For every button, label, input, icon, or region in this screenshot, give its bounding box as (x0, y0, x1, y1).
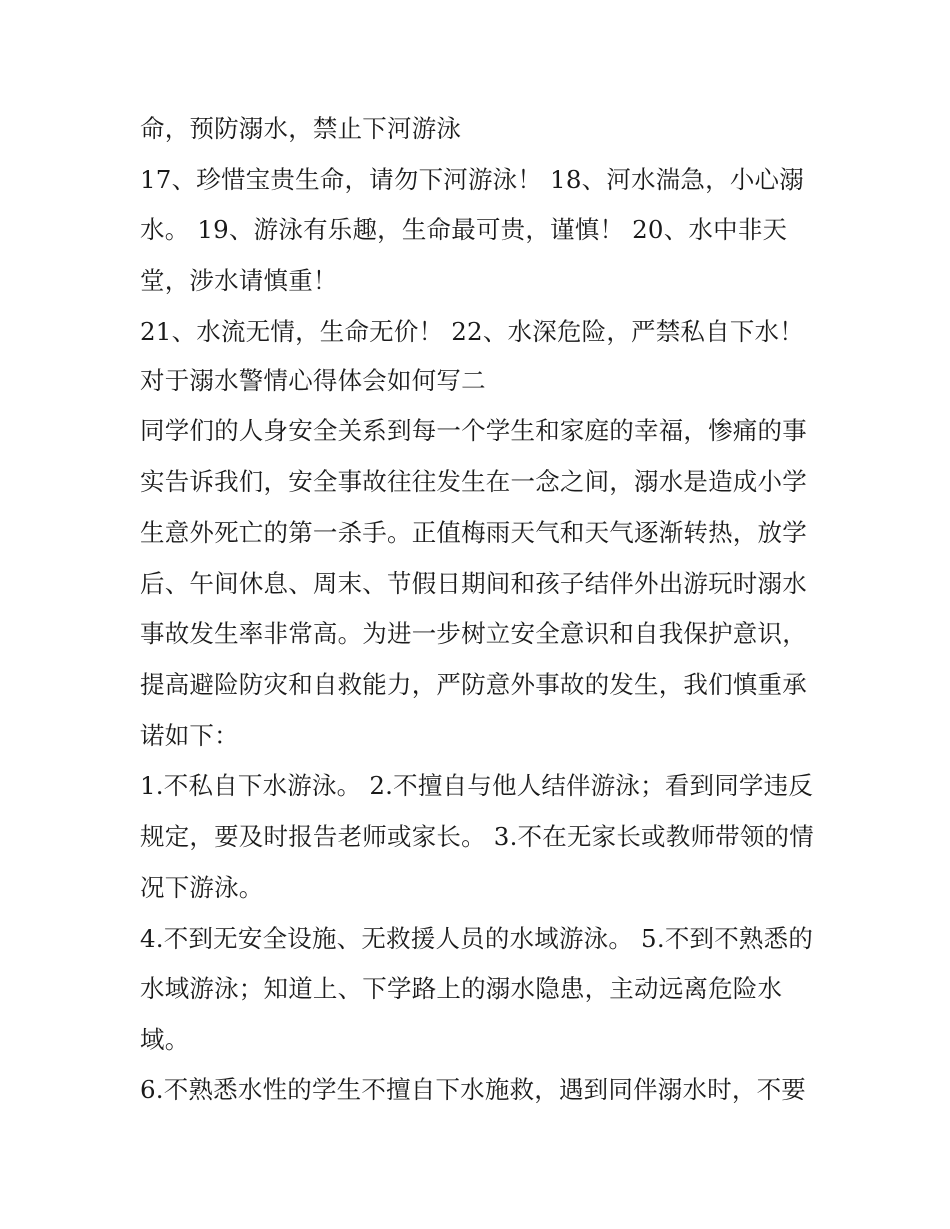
text-line: 诺如下： (140, 721, 239, 750)
text-line: 同学们的人身安全关系到每一个学生和家庭的幸福，惨痛的事 (140, 416, 807, 445)
text-line: 4.不到无安全设施、无救援人员的水域游泳。 5.不到不熟悉的 (140, 924, 814, 953)
text-line: 生意外死亡的第一杀手。正值梅雨天气和天气逐渐转热，放学 (140, 518, 807, 547)
text-line: 后、午间休息、周末、节假日期间和孩子结伴外出游玩时溺水 (140, 569, 807, 598)
text-line: 1.不私自下水游泳。 2.不擅自与他人结伴游泳；看到同学违反 (140, 771, 814, 800)
text-line: 水域游泳；知道上、下学路上的溺水隐患，主动远离危险水 (140, 974, 783, 1003)
text-line: 规定，要及时报告老师或家长。 3.不在无家长或教师带领的情 (140, 822, 814, 851)
text-line: 域。 (140, 1025, 190, 1054)
text-line: 6.不熟悉水性的学生不擅自下水施救，遇到同伴溺水时，不要 (140, 1075, 806, 1104)
text-line: 实告诉我们，安全事故往往发生在一念之间，溺水是造成小学 (140, 467, 807, 496)
text-line: 17、珍惜宝贵生命，请勿下河游泳！ 18、河水湍急，小心溺 (140, 165, 804, 194)
text-line: 堂，涉水请慎重！ (140, 266, 338, 295)
text-line: 提高避险防灾和自救能力，严防意外事故的发生，我们慎重承 (140, 670, 807, 699)
text-line: 况下游泳。 (140, 873, 264, 902)
text-line: 水。 19、游泳有乐趣，生命最可贵，谨慎！ 20、水中非天 (140, 215, 788, 244)
section-heading: 对于溺水警情心得体会如何写二 (140, 366, 486, 395)
text-line: 21、水流无情，生命无价！ 22、水深危险，严禁私自下水！ (140, 317, 804, 346)
text-line: 命，预防溺水，禁止下河游泳 (140, 114, 462, 143)
text-line: 事故发生率非常高。为进一步树立安全意识和自我保护意识， (140, 619, 807, 648)
